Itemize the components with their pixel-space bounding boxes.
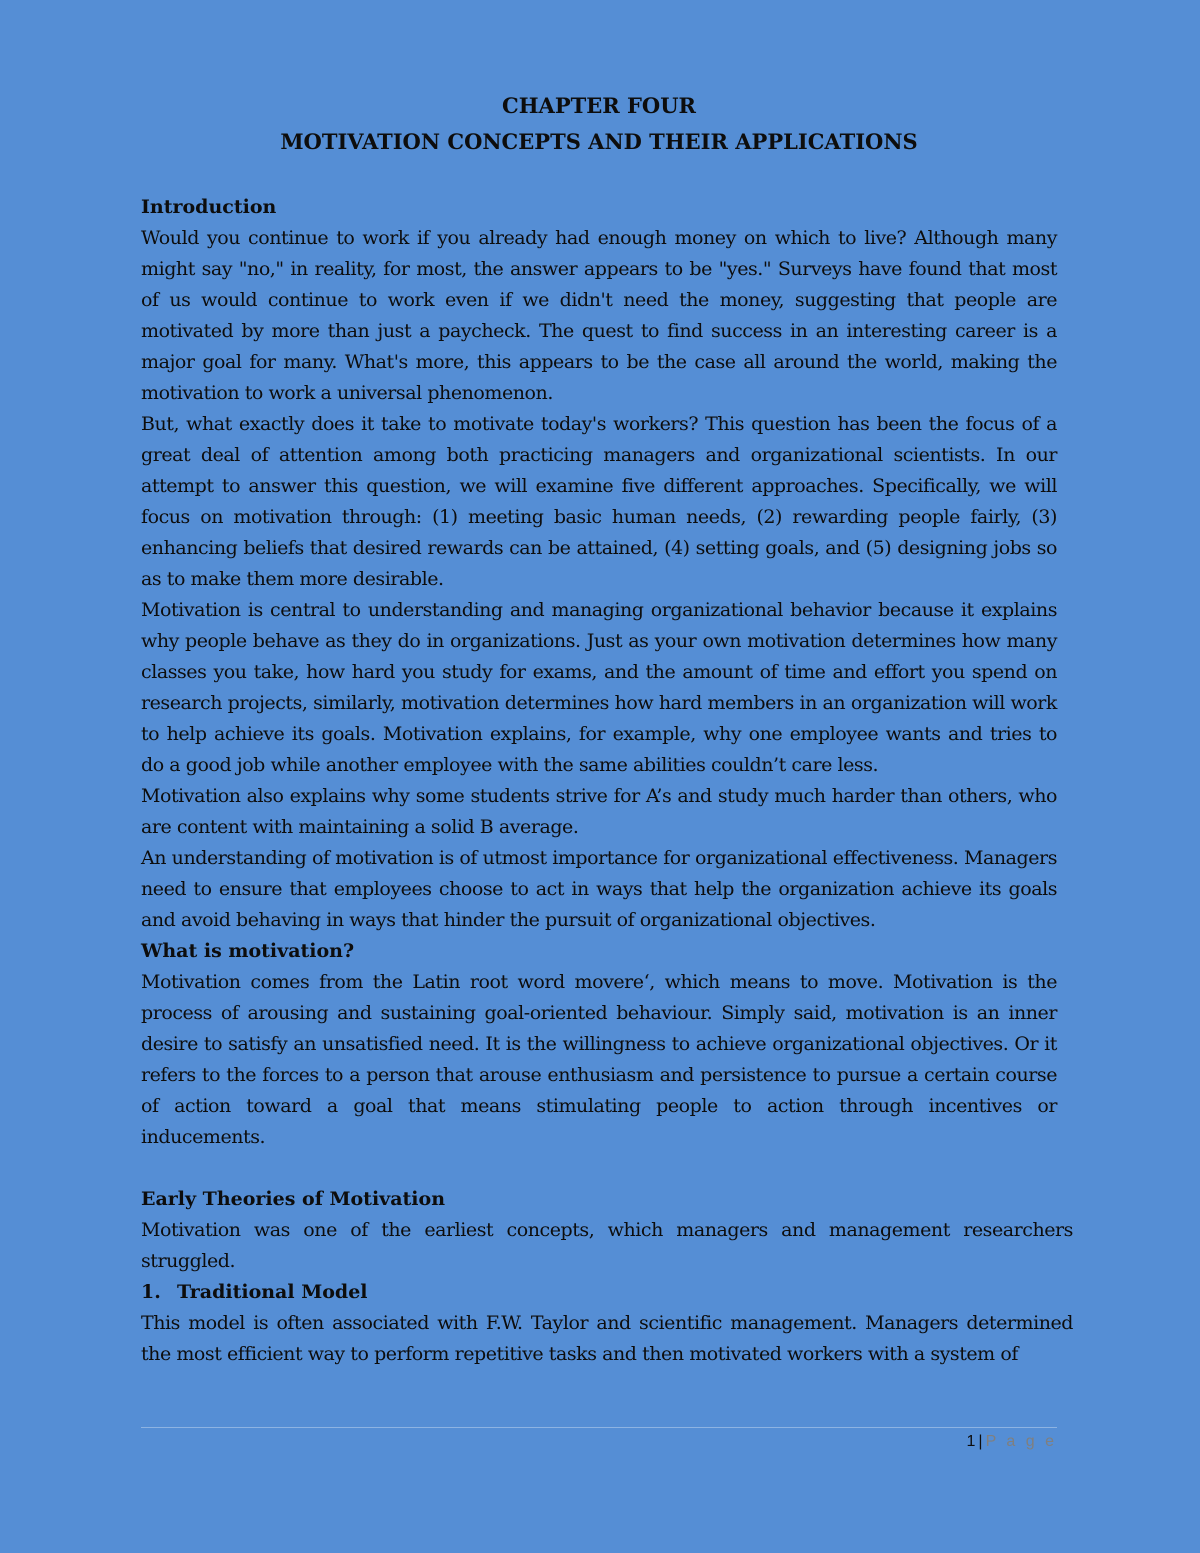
early-theories-paragraph: Motivation was one of the earliest concepts, which managers and management researchers struggled.: [141, 1219, 1073, 1272]
page-number: 1: [966, 1433, 976, 1450]
traditional-model-title: Traditional Model: [177, 1281, 368, 1303]
what-is-motivation-heading: What is motivation?: [141, 940, 355, 962]
page-label: P a g e: [985, 1433, 1057, 1450]
intro-paragraph-1: Would you continue to work if you already had enough money on which to live? Although many might say "no," in reality, for most, the answer appears to be "yes." Surveys have found that most of us would continue to work even if we didn't need the money, suggesting that people are motivated by more than just a paycheck. The quest to find success in an interesting career is a major goal for many. What's more, this appears to be the case all around the world, making the motivation to work a universal phenomenon.: [141, 227, 1057, 404]
traditional-model-heading: [141, 1277, 1057, 1308]
intro-paragraph-3: Motivation is central to understanding and managing organizational behavior because it explains why people behave as they do in organizations. Just as your own motivation determines how many classes you take, how hard you study for exams, and the amount of time and effort you spend on research projects, similarly, motivation determines how hard members in an organization will work to help achieve its goals. Motivation explains, for example, why one employee wants and tries to do a good job while another employee with the same abilities couldn’t care less.: [141, 599, 1057, 776]
what-is-motivation-paragraph: Motivation comes from the Latin root word movere‘, which means to move. Motivation is the process of arousing and sustaining goal-oriented behaviour. Simply said, motivation is an inner desire to satisfy an unsatisfied need. It is the willingness to achieve organizational objectives. Or it refers to the forces to a person that arouse enthusiasm and persistence to pursue a certain course of action toward a goal that means stimulating people to action through incentives or inducements.: [141, 971, 1057, 1148]
section-spacer: [141, 1153, 1057, 1184]
page-footer: [967, 1433, 1057, 1451]
chapter-title: CHAPTER FOUR: [501, 93, 696, 118]
intro-paragraph-4: Motivation also explains why some students strive for A’s and study much harder than others, who are content with maintaining a solid B average.: [141, 785, 1057, 838]
intro-paragraph-2: But, what exactly does it take to motivate today's workers? This question has been the focus of a great deal of attention among both practicing managers and organizational scientists. In our attempt to answer this question, we will examine five different approaches. Specifically, we will focus on motivation through: (1) meeting basic human needs, (2) rewarding people fairly, (3) enhancing beliefs that desired rewards can be attained, (4) setting goals, and (5) designing jobs so as to make them more desirable.: [141, 413, 1057, 590]
list-number: 1.: [141, 1281, 161, 1303]
footer-divider: [141, 1427, 1057, 1428]
document-page: [141, 88, 1073, 1370]
early-theories-heading: Early Theories of Motivation: [141, 1188, 446, 1210]
chapter-subtitle: MOTIVATION CONCEPTS AND THEIR APPLICATIONS: [280, 129, 918, 154]
traditional-model-paragraph: This model is often associated with F.W. Taylor and scientific management. Managers determined the most efficient way to perform repetitive tasks and then motivated workers with a system of: [141, 1312, 1073, 1365]
introduction-heading: Introduction: [141, 196, 277, 218]
footer-separator: |: [978, 1433, 983, 1450]
intro-paragraph-5: An understanding of motivation is of utmost importance for organizational effectiveness. Managers need to ensure that employees choose to act in ways that help the organization achieve its goals and avoid behaving in ways that hinder the pursuit of organizational objectives.: [141, 847, 1057, 931]
